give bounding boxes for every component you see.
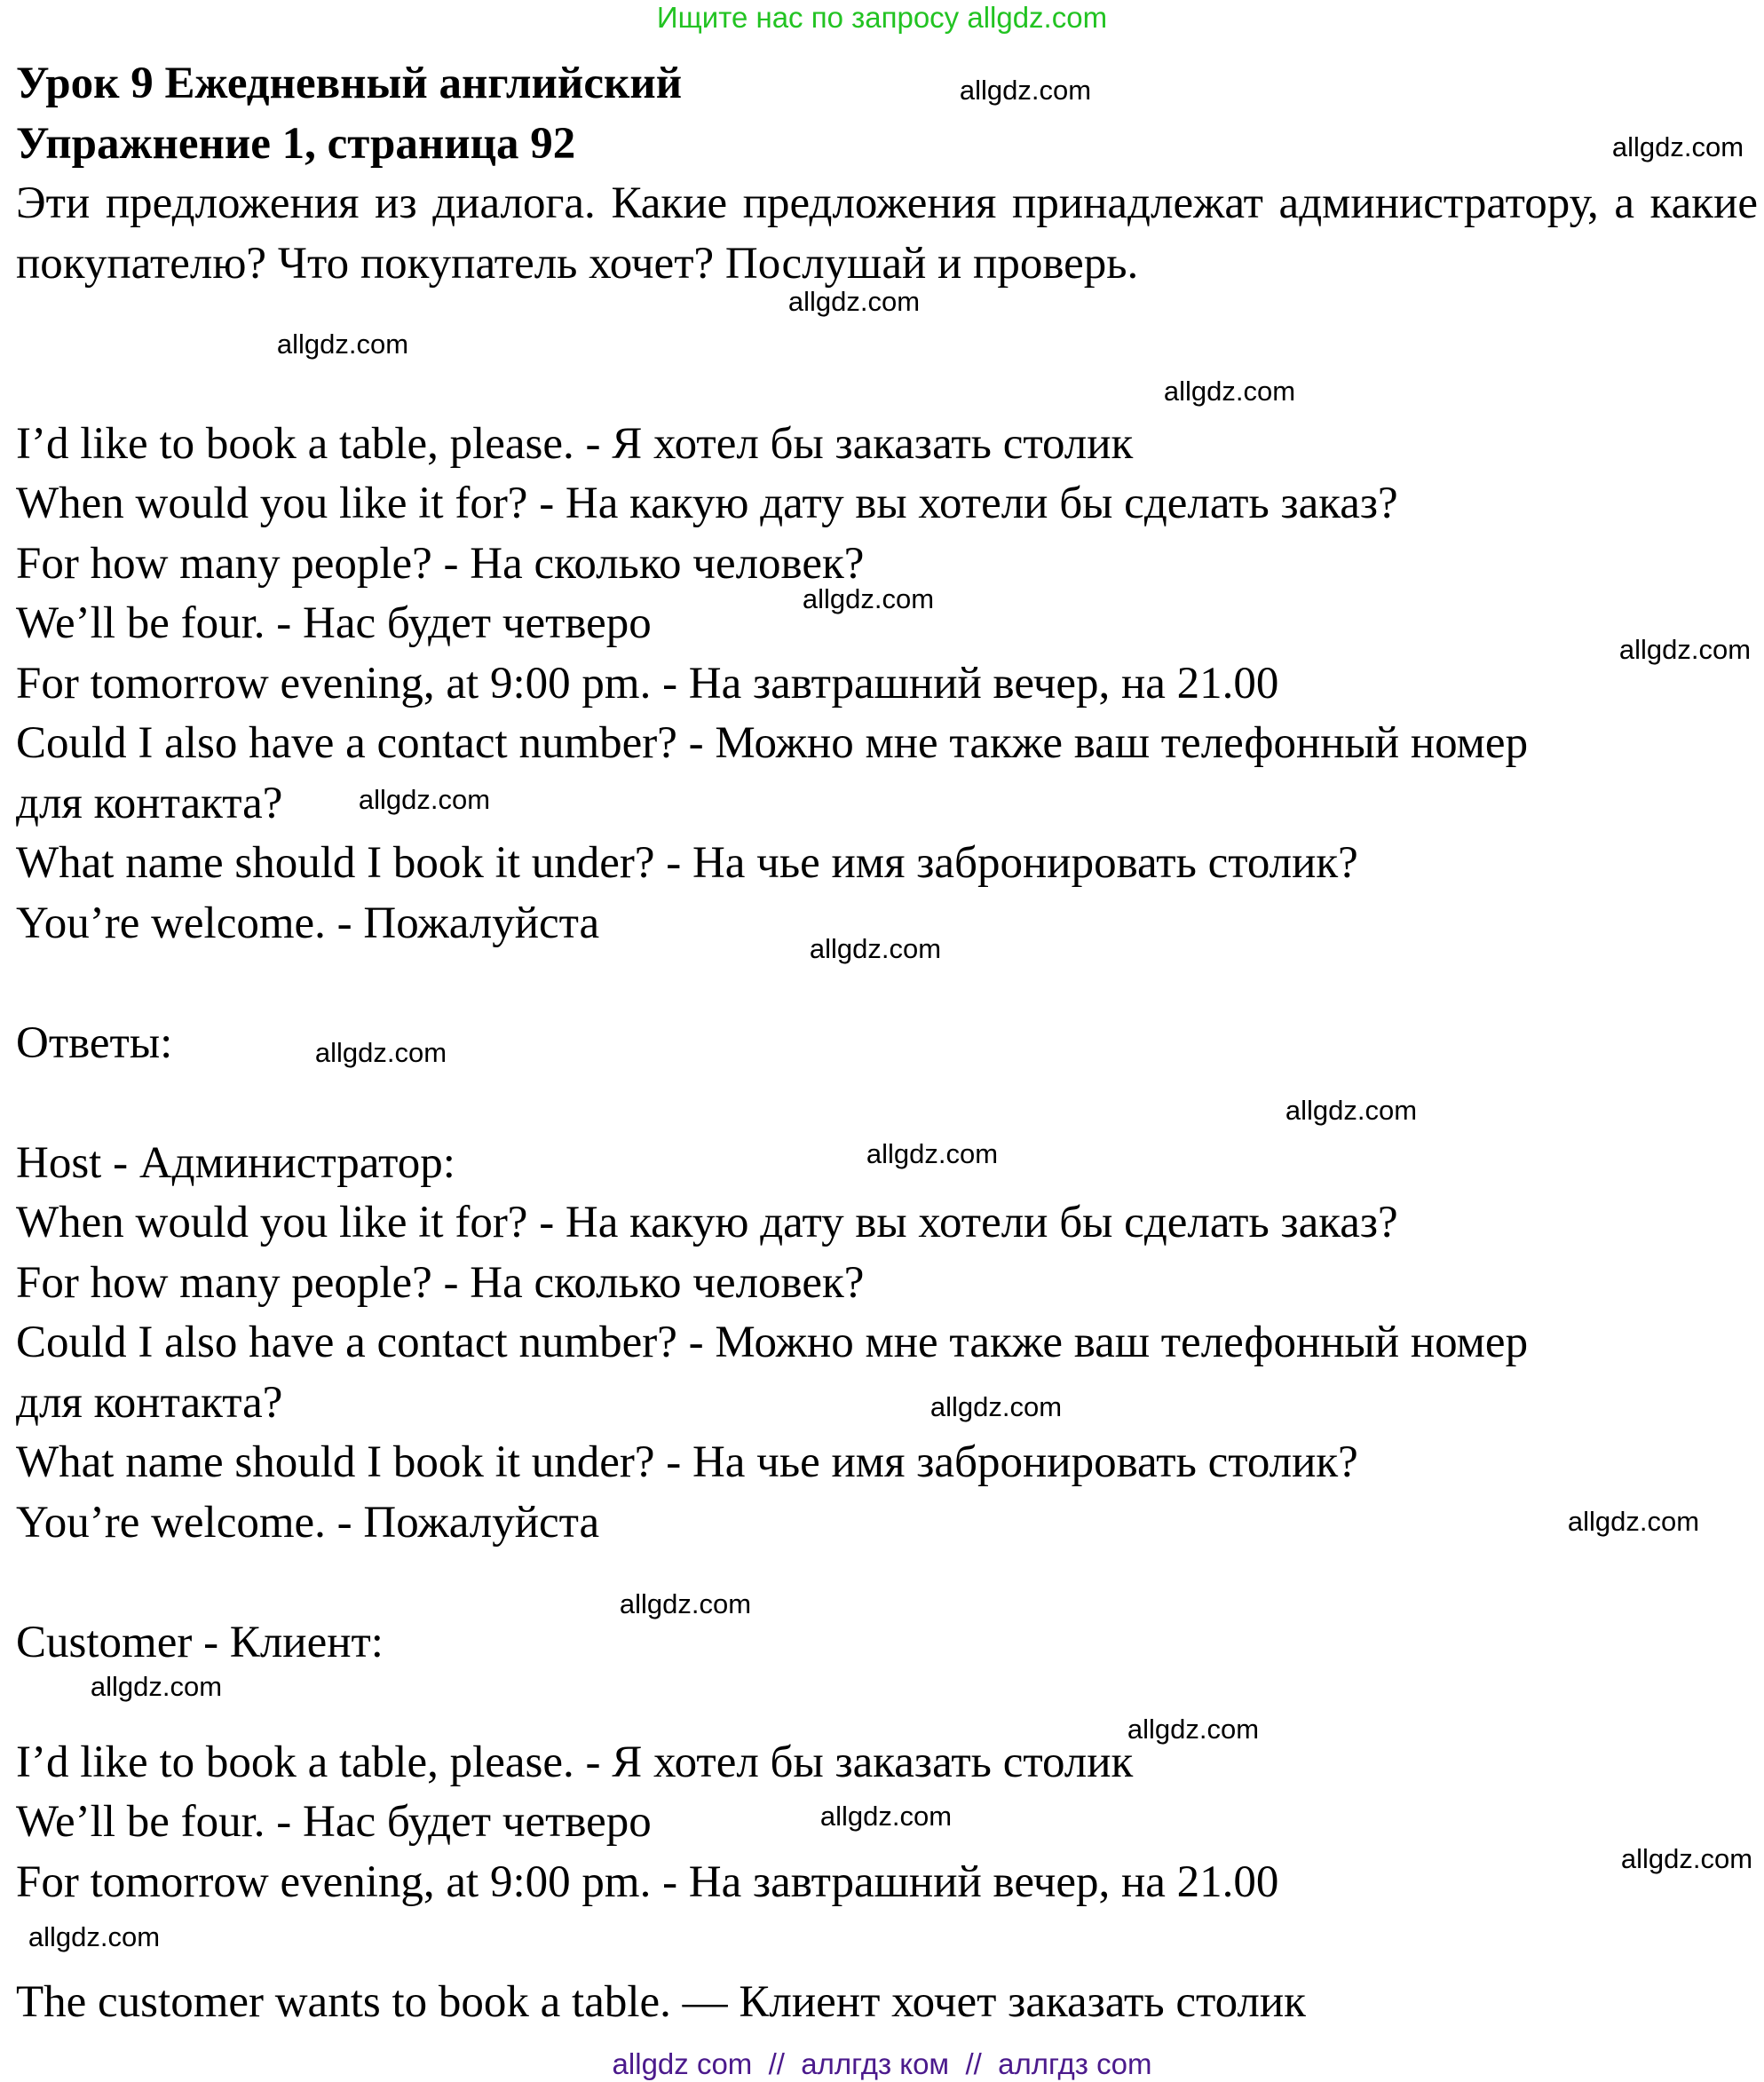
watermark: allgdz.com (1285, 1095, 1418, 1126)
dialogue-line: For tomorrow evening, at 9:00 pm. - На завтрашний вечер, на 21.00 (16, 659, 1279, 709)
dialogue-line: We’ll be four. - Нас будет четверо (16, 598, 652, 648)
customer-line: For tomorrow evening, at 9:00 pm. - На завтрашний вечер, на 21.00 (16, 1857, 1279, 1907)
watermark: allgdz.com (1567, 1506, 1700, 1537)
dialogue-line: Could I also have a contact number? - Можно мне также ваш телефонный номер (16, 718, 1529, 768)
watermark: allgdz.com (276, 329, 409, 360)
watermark: allgdz.com (1163, 376, 1296, 407)
dialogue-line: What name should I book it under? - На чье имя забронировать столик? (16, 838, 1358, 888)
dialogue-line: When would you like it for? - На какую дату вы хотели бы сделать заказ? (16, 479, 1398, 528)
watermark: allgdz.com (929, 1391, 1063, 1422)
customer-line: We’ll be four. - Нас будет четверо (16, 1797, 652, 1847)
host-line: You’re welcome. - Пожалуйста (16, 1498, 600, 1548)
host-line: When would you like it for? - На какую дату вы хотели бы сделать заказ? (16, 1198, 1398, 1247)
host-label: Host - Администратор: (16, 1138, 455, 1188)
watermark: allgdz.com (866, 1138, 999, 1169)
watermark: allgdz.com (28, 1921, 161, 1952)
watermark: allgdz.com (819, 1801, 953, 1832)
watermark: allgdz.com (809, 933, 942, 964)
answers-label: Ответы: (16, 1018, 173, 1068)
host-line: для контакта? (16, 1378, 283, 1428)
watermark: allgdz.com (1127, 1714, 1260, 1745)
dialogue-line: For how many people? - На сколько человек? (16, 539, 865, 589)
watermark: allgdz.com (959, 75, 1092, 106)
watermark: allgdz.com (314, 1037, 447, 1068)
watermark: allgdz.com (358, 784, 491, 815)
watermark: allgdz.com (1618, 634, 1752, 665)
host-line: For how many people? - На сколько человек? (16, 1258, 865, 1308)
exercise-subtitle: Упражнение 1, страница 92 (16, 119, 576, 169)
watermark: allgdz.com (1611, 131, 1744, 162)
watermark: allgdz.com (90, 1671, 223, 1702)
watermark: allgdz.com (1620, 1843, 1753, 1874)
dialogue-line: I’d like to book a table, please. - Я хотел бы заказать столик (16, 419, 1134, 469)
search-banner: Ищите нас по запросу allgdz.com (656, 1, 1108, 34)
instructions: Эти предложения из диалога. Какие предложения принадлежат администратору, а какие покупателю? Что покупатель хочет? Послушай и проверь. (16, 178, 1758, 289)
watermark: allgdz.com (787, 286, 921, 317)
watermark: allgdz.com (619, 1588, 752, 1619)
customer-line: I’d like to book a table, please. - Я хотел бы заказать столик (16, 1738, 1134, 1787)
watermark: allgdz.com (802, 583, 935, 614)
footer-text: allgdz com // аллгдз ком // аллгдз com (612, 2047, 1152, 2080)
footer-watermark (0, 2046, 1764, 2082)
page-title: Урок 9 Ежедневный английский (16, 59, 683, 108)
dialogue-line: для контакта? (16, 779, 283, 828)
customer-label: Customer - Клиент: (16, 1618, 384, 1667)
host-line: Could I also have a contact number? - Можно мне также ваш телефонный номер (16, 1318, 1529, 1367)
conclusion: The customer wants to book a table. — Клиент хочет заказать столик (16, 1977, 1306, 2027)
host-line: What name should I book it under? - На чье имя забронировать столик? (16, 1437, 1358, 1487)
dialogue-line: You’re welcome. - Пожалуйста (16, 899, 600, 948)
